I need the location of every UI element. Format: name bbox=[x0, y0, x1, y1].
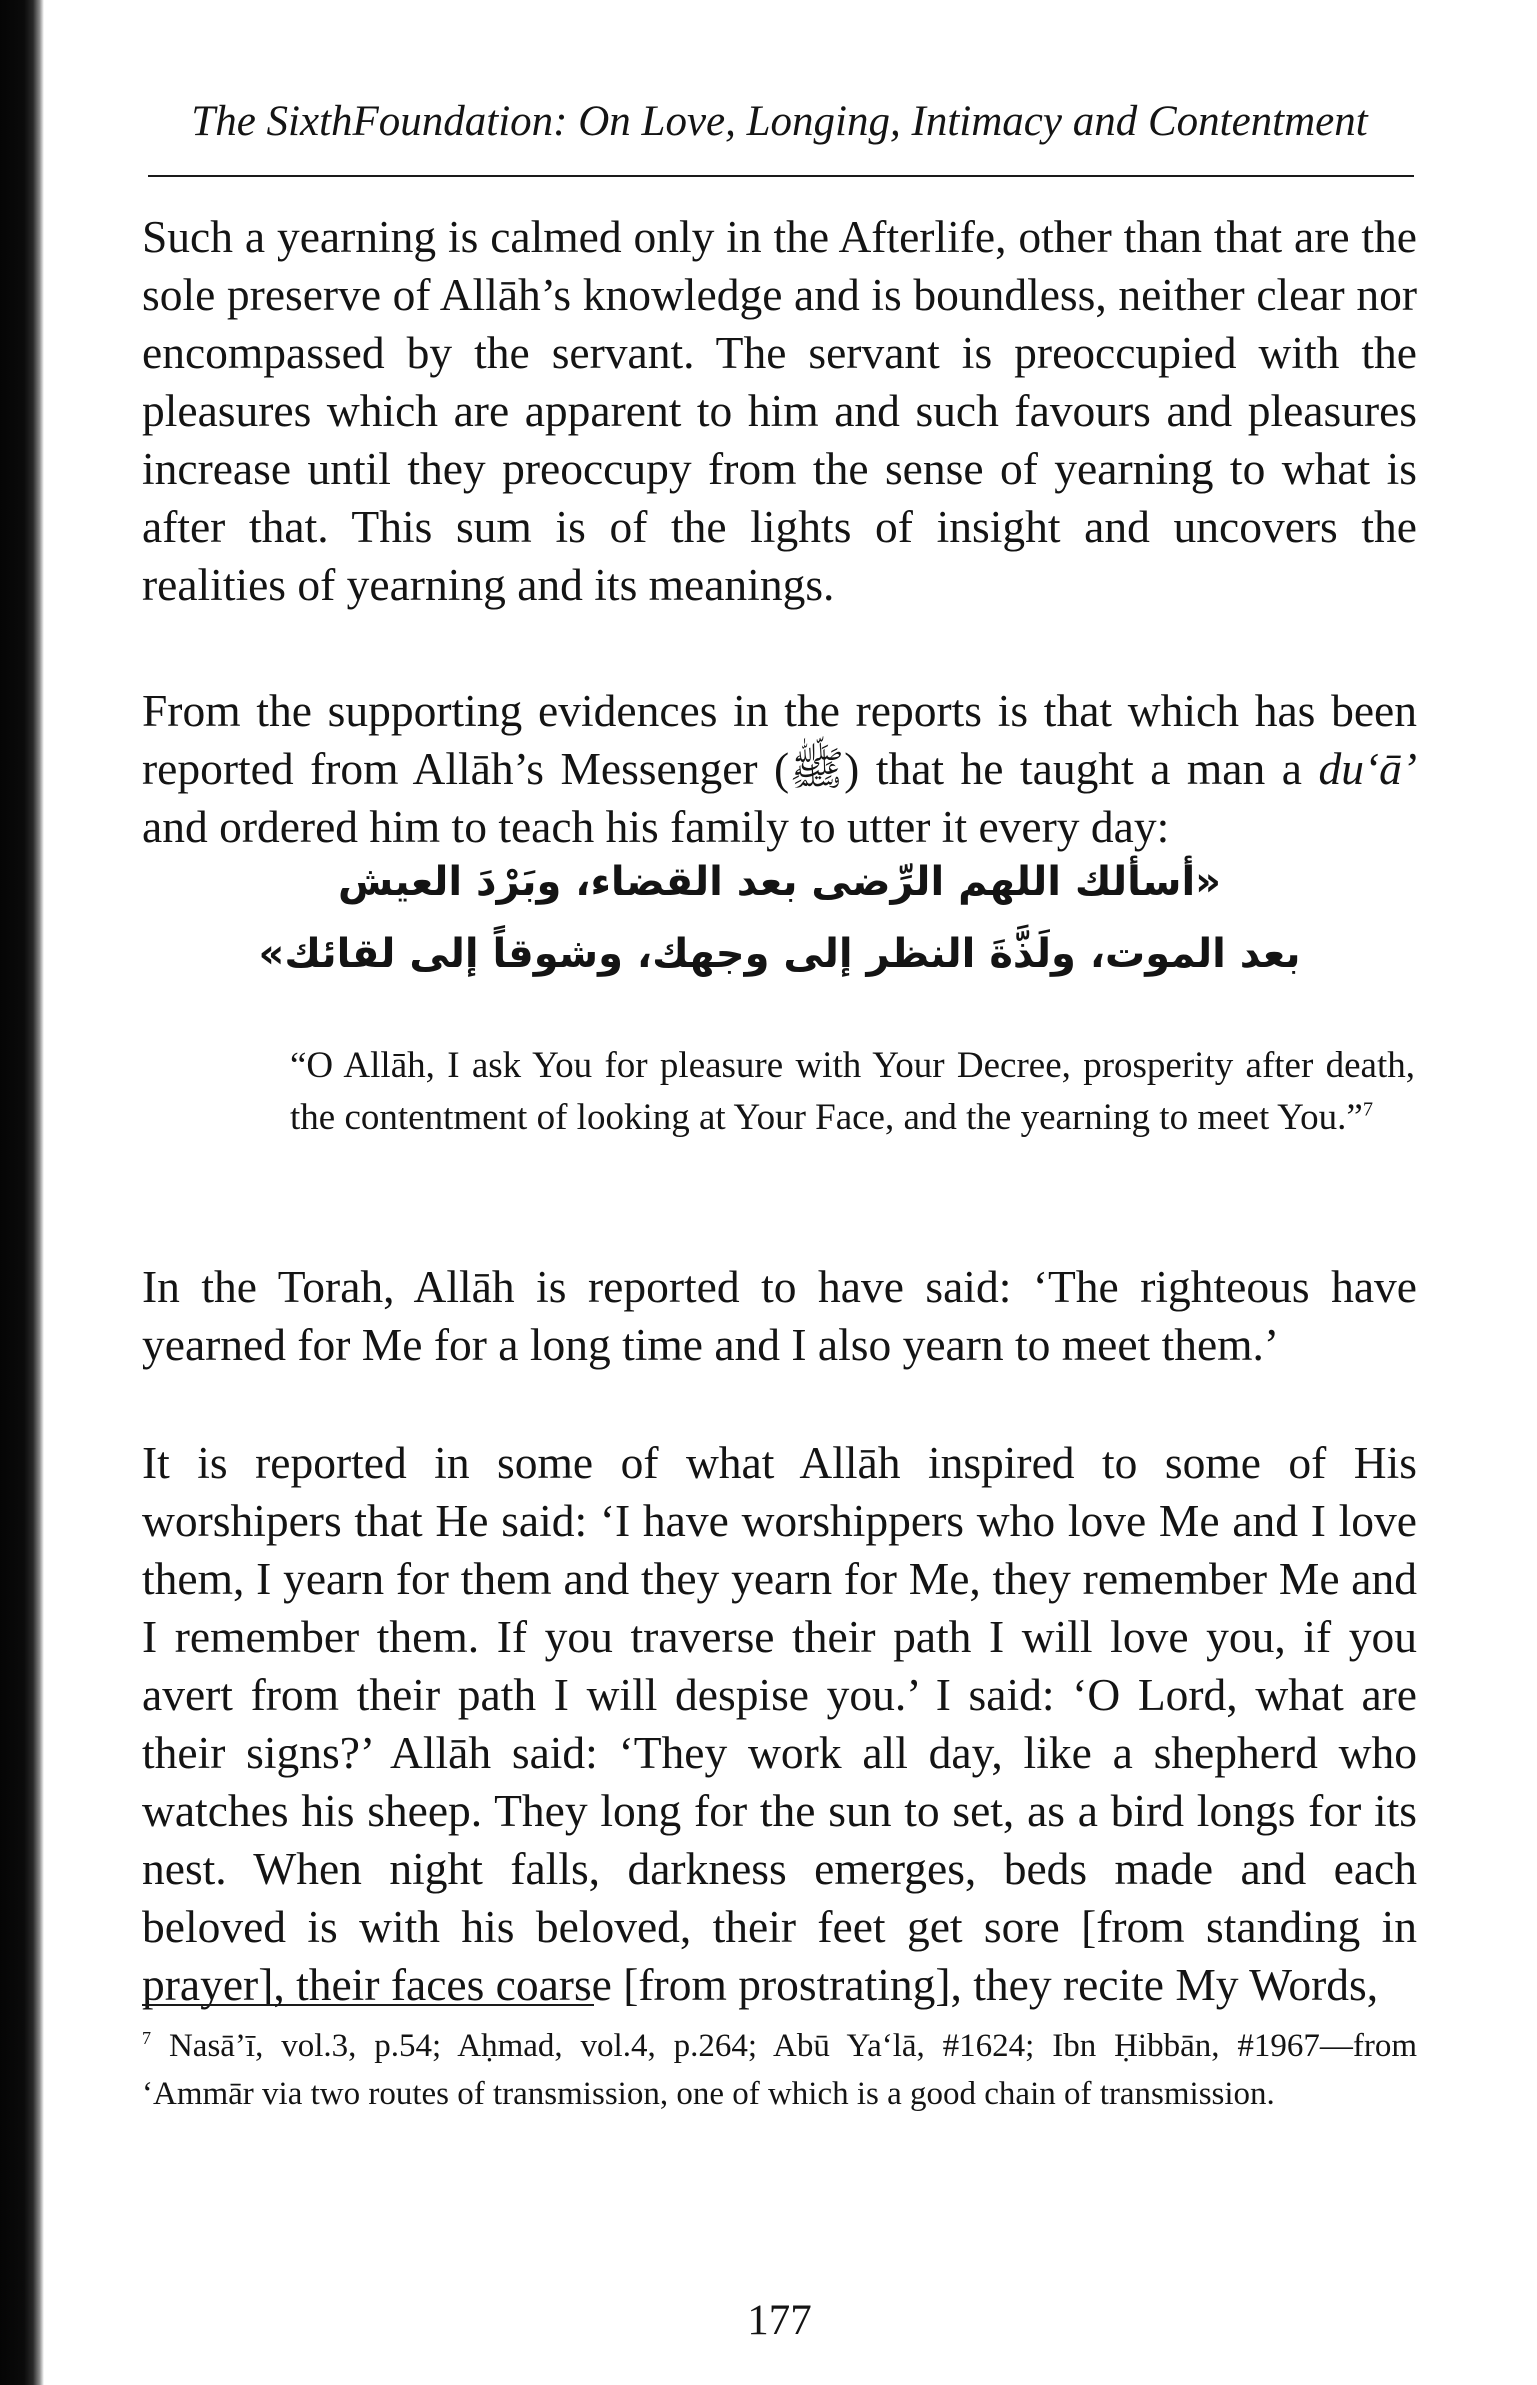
page-number: 177 bbox=[747, 2297, 812, 2344]
paragraph-yearning-calmed: Such a yearning is calmed only in the Afterlife, other than that are the sole preserve of Allāh’s knowledge and is boundless, neither clear nor encompassed by the servant. The servant is preoccupied with the pleasures which are apparent to him and such favours and pleasures increase until they preoccupy from the sense of yearning to what is after that. This sum is of the lights of insight and uncovers the realities of yearning and its meanings. bbox=[142, 211, 1417, 610]
salutation-glyph: ﷺ bbox=[789, 743, 845, 794]
footnote bbox=[142, 2022, 1417, 2118]
footnote-rule bbox=[142, 2004, 594, 2006]
dua-translation-quote bbox=[290, 1040, 1415, 1144]
paragraph-torah: In the Torah, Allāh is reported to have said: ‘The righteous have yearned for Me for a long time and I also yearn to meet them.’ bbox=[142, 1261, 1417, 1370]
footnote-reference: 7 bbox=[1362, 1098, 1373, 1121]
scan-edge-shadow bbox=[0, 0, 44, 2385]
footnote-text: Nasā’ī, vol.3, p.54; Aḥmad, vol.4, p.264; Abū Ya‘lā, #1624; Ibn Ḥibbān, #1967—from ‘Ammār via two routes of transmission, one of which is a good chain of transmission. bbox=[142, 2028, 1418, 2112]
dua-term: du‘ā’ bbox=[1318, 743, 1417, 794]
arabic-dua-line-1: «أسألك اللهم الرِّضى بعد القضاء، وبَرْدَ العيش bbox=[337, 859, 1222, 905]
paragraph-worshippers: It is reported in some of what Allāh inspired to some of His worshipers that He said: ‘I have worshippers who love Me and I love them, I yearn for them and they yearn for Me, they remember Me and I remember them. If you traverse their path I will love you, if you avert from their path I will despise you.’ I said: ‘O Lord, what are their signs?’ Allāh said: ‘They work all day, like a shepherd who watches his sheep. They long for the sun to set, as a bird longs for its nest. When night falls, darkness emerges, beds made and each beloved is with his beloved, their feet get sore [from standing in prayer], their faces coarse [from prostrating], they recite My Words, bbox=[142, 1437, 1417, 2010]
running-header: The SixthFoundation: On Love, Longing, Intimacy and Contentment bbox=[191, 98, 1368, 145]
paragraph-text: From the supporting evidences in the reports is that which has been reported from Allāh’s Messenger ( bbox=[142, 685, 1417, 794]
paragraph-supporting-evidences bbox=[142, 682, 1417, 856]
header-rule bbox=[148, 175, 1414, 177]
arabic-dua-line-2: بعد الموت، ولَذَّةَ النظر إلى وجهك، وشوقاً إلى لقائك» bbox=[258, 931, 1301, 977]
paragraph-text: and ordered him to teach his family to utter it every day: bbox=[142, 801, 1170, 852]
paragraph-text: ) that he taught a man a bbox=[844, 743, 1319, 794]
quote-text: “O Allāh, I ask You for pleasure with Your Decree, prosperity after death, the contentment of looking at Your Face, and the yearning to meet You.” bbox=[290, 1045, 1415, 1138]
footnote-number: 7 bbox=[142, 2028, 152, 2048]
